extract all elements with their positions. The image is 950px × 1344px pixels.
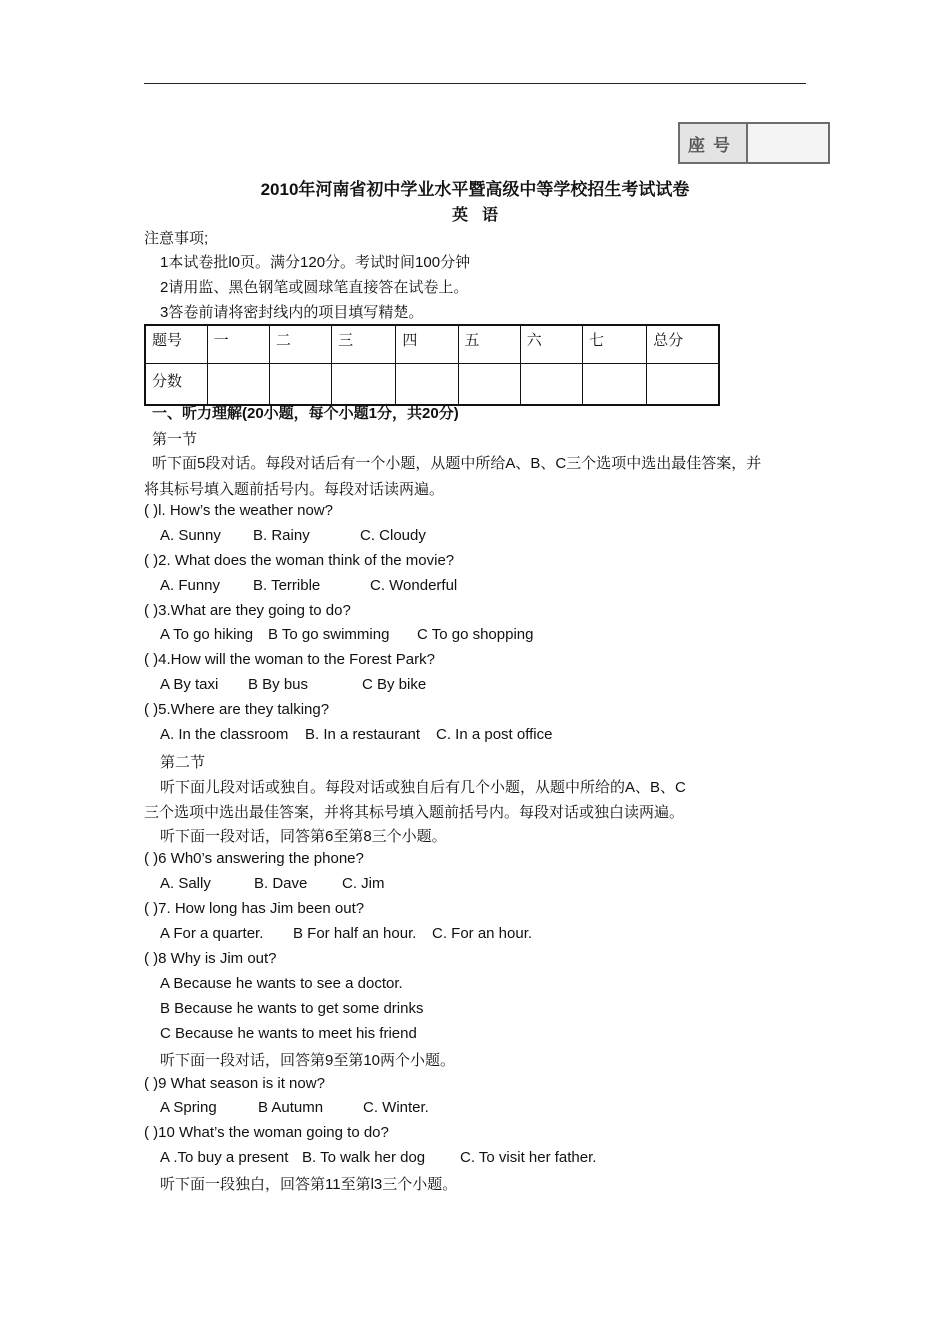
question: ( )4.How will the woman to the Forest Park? (144, 651, 435, 668)
score-table-header-cell: 一 (207, 325, 269, 364)
notes-heading: 注意事项; (144, 230, 209, 247)
option: A Spring (160, 1099, 217, 1116)
option: A. In the classroom (160, 726, 289, 743)
score-cell[interactable] (269, 364, 331, 406)
score-cell[interactable] (647, 364, 719, 406)
part-instruction: 将其标号填入题前括号内。每段对话读两遍。 (144, 481, 445, 498)
option: B. In a restaurant (305, 726, 421, 743)
score-cell[interactable] (396, 364, 458, 406)
score-table-header-cell: 总分 (647, 325, 719, 364)
exam-subject: 英语 (451, 207, 512, 224)
part-instruction: 听下面5段对话。每段对话后有一个小题，从题中所给A、B、C三个选项中选出最佳答案，并 (152, 455, 762, 472)
seat-number-box (678, 122, 830, 164)
question: ( )l. How’s the weather now? (144, 502, 333, 519)
option: C. In a post office (436, 726, 553, 743)
option: B. Terrible (253, 577, 321, 594)
note-item: 2请用监、黑色钢笔或圆球笔直接答在试卷上。 (160, 279, 469, 296)
option: B. Dave (254, 875, 308, 892)
score-cell[interactable] (458, 364, 520, 406)
section-title: 一、听力理解(20小题，每个小题1分，共20分) (152, 405, 459, 422)
score-cell[interactable] (207, 364, 269, 406)
dialog-instruction: 听下面一段对话，同答第6至第8三个小题。 (160, 828, 447, 845)
dialog-instruction: 听下面一段对话，回答第9至第10两个小题。 (160, 1052, 456, 1069)
option: C. For an hour. (432, 925, 533, 942)
score-cell[interactable] (332, 364, 396, 406)
score-cell[interactable] (582, 364, 646, 406)
score-table-header-cell: 七 (582, 325, 646, 364)
option: C By bike (362, 676, 427, 693)
question: ( )5.Where are they talking? (144, 701, 330, 718)
question: ( )3.What are they going to do? (144, 602, 351, 619)
option: C To go shopping (417, 626, 534, 643)
score-table-header-cell: 五 (458, 325, 520, 364)
dialog-instruction: 听下面一段独白，回答第11至第l3三个小题。 (160, 1176, 458, 1193)
question: ( )10 What’s the woman going to do? (144, 1124, 389, 1141)
option: A .To buy a present (160, 1149, 289, 1166)
option: A For a quarter. (160, 925, 264, 942)
option: A Because he wants to see a doctor. (160, 975, 403, 992)
option: C. To visit her father. (460, 1149, 597, 1166)
option: B By bus (248, 676, 309, 693)
option: B. Rainy (253, 527, 310, 544)
part-instruction: 三个选项中选出最佳答案，并将其标号填入题前括号内。每段对话或独白读两遍。 (144, 804, 685, 821)
exam-title: 2010年河南省初中学业水平暨高级中等学校招生考试试卷 (260, 180, 690, 199)
option: C. Jim (342, 875, 385, 892)
option: A To go hiking (160, 626, 254, 643)
score-table-header-cell: 四 (396, 325, 458, 364)
option: B For half an hour. (293, 925, 417, 942)
score-table-header-cell: 题号 (145, 325, 207, 364)
score-table-header-cell: 三 (332, 325, 396, 364)
top-rule (144, 83, 806, 84)
seat-number-field[interactable] (748, 124, 828, 162)
score-table-header-row (145, 325, 719, 364)
question: ( )7. How long has Jim been out? (144, 900, 365, 917)
option: C. Wonderful (370, 577, 458, 594)
option: B Autumn (258, 1099, 324, 1116)
score-table-header-cell: 二 (269, 325, 331, 364)
option: C. Winter. (363, 1099, 429, 1116)
option: C Because he wants to meet his friend (160, 1025, 417, 1042)
score-table-header-cell: 六 (520, 325, 582, 364)
question: ( )8 Why is Jim out? (144, 950, 277, 967)
score-table-row-label: 分数 (145, 364, 207, 406)
part-label: 第一节 (152, 431, 198, 448)
option: A. Funny (160, 577, 221, 594)
option: A. Sally (160, 875, 211, 892)
score-table-score-row (145, 364, 719, 406)
option: B Because he wants to get some drinks (160, 1000, 424, 1017)
option: A. Sunny (160, 527, 221, 544)
option: B To go swimming (268, 626, 390, 643)
option: C. Cloudy (360, 527, 426, 544)
question: ( )9 What season is it now? (144, 1075, 325, 1092)
score-table (144, 324, 720, 406)
question: ( )2. What does the woman think of the movie? (144, 552, 455, 569)
note-item: 1本试卷批l0页。满分120分。考试时间100分钟 (160, 254, 471, 271)
seat-number-label: 座号 (680, 124, 748, 162)
part-instruction: 听下面儿段对话或独自。每段对话或独自后有几个小题，从题中所给的A、B、C (160, 779, 686, 796)
question: ( )6 Wh0’s answering the phone? (144, 850, 364, 867)
score-cell[interactable] (520, 364, 582, 406)
option: B. To walk her dog (302, 1149, 426, 1166)
option: A By taxi (160, 676, 219, 693)
note-item: 3答卷前请将密封线内的项目填写精楚。 (160, 304, 424, 321)
part-label: 第二节 (160, 754, 206, 771)
